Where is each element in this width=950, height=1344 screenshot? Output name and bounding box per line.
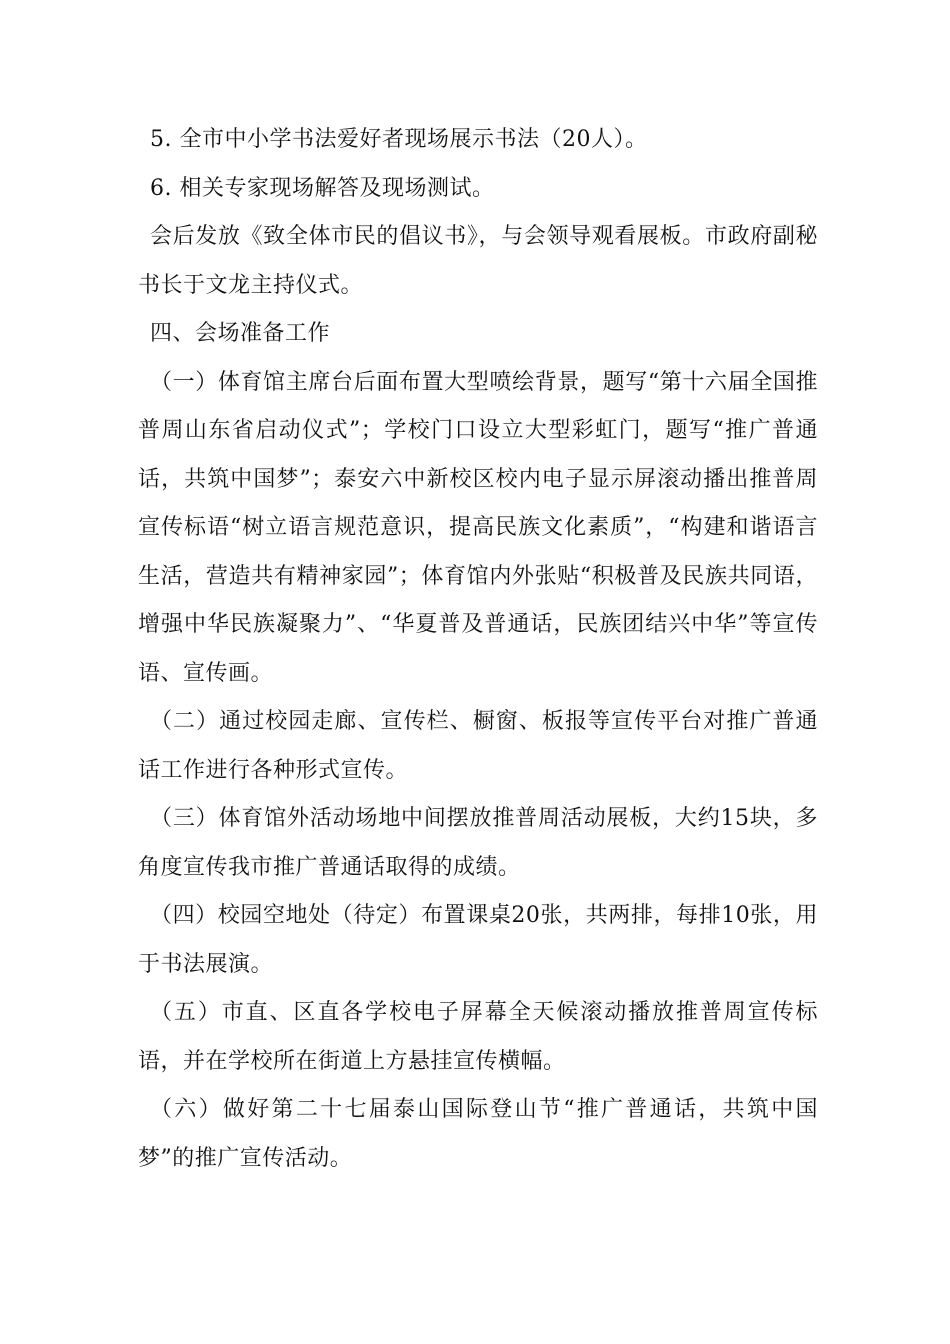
document-body [138, 116, 818, 1183]
paragraph-prep-6: （六）做好第二十七届泰山国际登山节“推广普通话，共筑中国梦”的推广宣传活动。 [138, 1097, 818, 1171]
paragraph-prep-5: （五）市直、区直各学校电子屏幕全天候滚动播放推普周宣传标语，并在学校所在街道上方悬挂宣传横幅。 [138, 1000, 818, 1074]
paragraph-prep-1: （一）体育馆主席台后面布置大型喷绘背景，题写“第十六届全国推普周山东省启动仪式”；学校门口设立大型彩虹门，题写“推广普通话，共筑中国梦”；泰安六中新校区校内电子显示屏滚动播出推普周宣传标语“树立语言规范意识，提高民族文化素质”，“构建和谐语言生活，营造共有精神家园”；体育馆内外张贴“积极普及民族共同语，增强中华民族凝聚力”、“华夏普及普通话，民族团结兴中华”等宣传语、宣传画。 [138, 369, 818, 686]
section-heading-4: 四、会场准备工作 [150, 321, 331, 346]
paragraph-prep-2: （二）通过校园走廊、宣传栏、橱窗、板报等宣传平台对推广普通话工作进行各种形式宣传。 [138, 709, 818, 783]
paragraph-item-5: 5. 全市中小学书法爱好者现场展示书法（20人）。 [150, 127, 648, 152]
paragraph-after-meeting: 会后发放《致全体市民的倡议书》，与会领导观看展板。市政府副秘书长于文龙主持仪式。 [138, 224, 818, 298]
paragraph-prep-4: （四）校园空地处（待定）布置课桌20张，共两排，每排10张，用于书法展演。 [138, 903, 818, 977]
paragraph-prep-3: （三）体育馆外活动场地中间摆放推普周活动展板，大约15块，多角度宣传我市推广普通话取得的成绩。 [138, 806, 818, 880]
paragraph-item-6: 6. 相关专家现场解答及现场测试。 [150, 175, 495, 201]
